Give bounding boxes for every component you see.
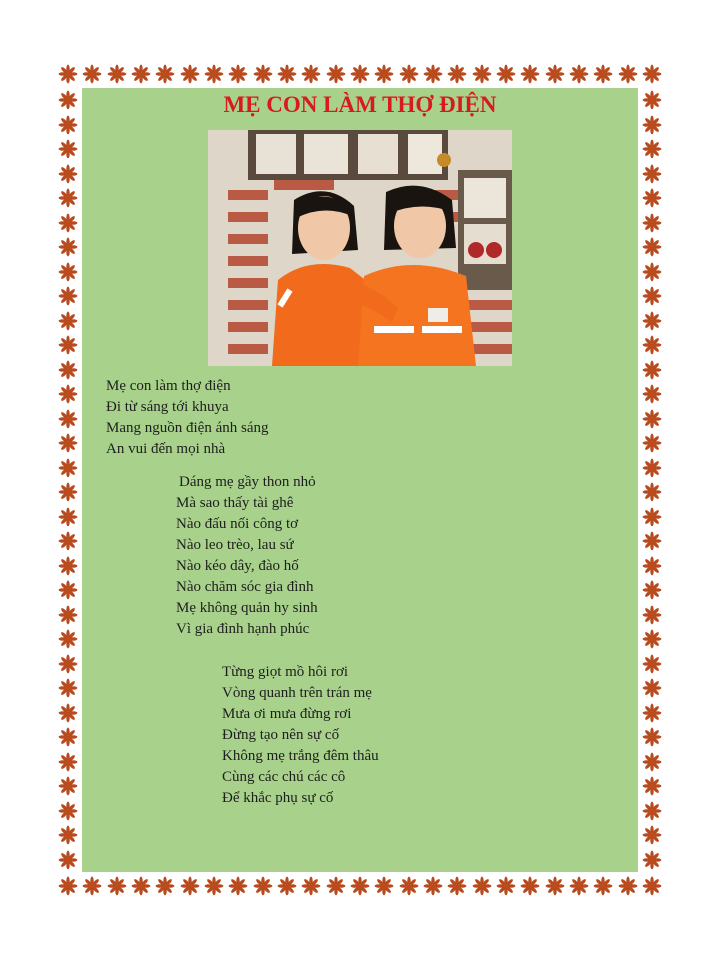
flower-ornament-icon: [348, 874, 372, 898]
flower-ornament-icon: [640, 652, 664, 676]
flower-ornament-icon: [129, 874, 153, 898]
poem-line: Cùng các chú các cô: [222, 769, 346, 785]
stanza-3: [222, 662, 379, 809]
flower-ornament-icon: [640, 88, 664, 112]
poem-line: Mưa ơi mưa đừng rơi: [222, 706, 352, 722]
flower-ornament-icon: [56, 162, 80, 186]
flower-ornament-icon: [640, 627, 664, 651]
flower-ornament-icon: [56, 260, 80, 284]
flower-ornament-icon: [56, 774, 80, 798]
flower-ornament-icon: [640, 211, 664, 235]
flower-ornament-icon: [56, 284, 80, 308]
flower-ornament-icon: [591, 874, 615, 898]
flower-ornament-icon: [56, 456, 80, 480]
flower-ornament-icon: [226, 62, 250, 86]
flower-ornament-icon: [251, 62, 275, 86]
decorative-border-top: [56, 62, 664, 86]
flower-ornament-icon: [640, 358, 664, 382]
decorative-border-bottom: [56, 874, 664, 898]
poem-line: Mẹ con làm thợ điện: [106, 378, 231, 394]
flower-ornament-icon: [56, 603, 80, 627]
flower-ornament-icon: [640, 578, 664, 602]
flower-ornament-icon: [640, 235, 664, 259]
flower-ornament-icon: [56, 333, 80, 357]
flower-ornament-icon: [640, 333, 664, 357]
flower-ornament-icon: [445, 62, 469, 86]
flower-ornament-icon: [372, 874, 396, 898]
flower-ornament-icon: [56, 725, 80, 749]
poem-title: MẸ CON LÀM THỢ ĐIỆN: [223, 92, 497, 117]
flower-ornament-icon: [153, 62, 177, 86]
flower-ornament-icon: [80, 62, 104, 86]
poem-line: Mẹ không quản hy sinh: [176, 600, 318, 616]
flower-ornament-icon: [640, 480, 664, 504]
flower-ornament-icon: [640, 725, 664, 749]
flower-ornament-icon: [299, 62, 323, 86]
flower-ornament-icon: [591, 62, 615, 86]
poem-line: Mà sao thấy tài ghê: [176, 495, 294, 511]
flower-ornament-icon: [56, 186, 80, 210]
poem-line: Nào chăm sóc gia đình: [176, 579, 314, 595]
flower-ornament-icon: [640, 774, 664, 798]
flower-ornament-icon: [640, 162, 664, 186]
flower-ornament-icon: [616, 874, 640, 898]
flower-ornament-icon: [372, 62, 396, 86]
flower-ornament-icon: [251, 874, 275, 898]
flower-ornament-icon: [640, 848, 664, 872]
flower-ornament-icon: [348, 62, 372, 86]
poem-line: Nào đấu nối công tơ: [176, 516, 299, 532]
flower-ornament-icon: [640, 676, 664, 700]
flower-ornament-icon: [56, 848, 80, 872]
flower-ornament-icon: [640, 284, 664, 308]
flower-ornament-icon: [202, 874, 226, 898]
flower-ornament-icon: [421, 62, 445, 86]
flower-ornament-icon: [445, 874, 469, 898]
flower-ornament-icon: [518, 62, 542, 86]
poem-line: Nào kéo dây, đào hố: [176, 558, 299, 574]
poem-line: Để khắc phụ sự cố: [222, 790, 334, 806]
flower-ornament-icon: [299, 874, 323, 898]
stanza-1: [106, 376, 268, 460]
flower-ornament-icon: [56, 480, 80, 504]
flower-ornament-icon: [616, 62, 640, 86]
flower-ornament-icon: [640, 701, 664, 725]
flower-ornament-icon: [178, 62, 202, 86]
flower-ornament-icon: [202, 62, 226, 86]
flower-ornament-icon: [178, 874, 202, 898]
poem-line: Không mẹ trắng đêm thâu: [222, 748, 379, 764]
flower-ornament-icon: [56, 529, 80, 553]
flower-ornament-icon: [640, 456, 664, 480]
stanza-2: [176, 472, 318, 640]
flower-ornament-icon: [56, 113, 80, 137]
flower-ornament-icon: [56, 750, 80, 774]
flower-ornament-icon: [324, 62, 348, 86]
flower-ornament-icon: [80, 874, 104, 898]
flower-ornament-icon: [421, 874, 445, 898]
flower-ornament-icon: [324, 874, 348, 898]
flower-ornament-icon: [275, 62, 299, 86]
flower-ornament-icon: [56, 554, 80, 578]
flower-ornament-icon: [470, 62, 494, 86]
flower-ornament-icon: [640, 750, 664, 774]
flower-ornament-icon: [56, 652, 80, 676]
flower-ornament-icon: [397, 62, 421, 86]
poem-line: Vì gia đình hạnh phúc: [176, 621, 310, 637]
flower-ornament-icon: [640, 603, 664, 627]
flower-ornament-icon: [56, 701, 80, 725]
flower-ornament-icon: [129, 62, 153, 86]
flower-ornament-icon: [543, 62, 567, 86]
flower-ornament-icon: [56, 431, 80, 455]
flower-ornament-icon: [640, 505, 664, 529]
flower-ornament-icon: [56, 309, 80, 333]
flower-ornament-icon: [105, 62, 129, 86]
flower-ornament-icon: [640, 407, 664, 431]
flower-ornament-icon: [494, 874, 518, 898]
flower-ornament-icon: [275, 874, 299, 898]
flower-ornament-icon: [56, 137, 80, 161]
poem-line: Nào leo trèo, lau sứ: [176, 537, 294, 553]
flower-ornament-icon: [470, 874, 494, 898]
flower-ornament-icon: [56, 578, 80, 602]
flower-ornament-icon: [640, 823, 664, 847]
decorative-border-left: [56, 88, 80, 872]
flower-ornament-icon: [640, 62, 664, 86]
flower-ornament-icon: [56, 823, 80, 847]
photo: [208, 130, 512, 366]
flower-ornament-icon: [153, 874, 177, 898]
flower-ornament-icon: [56, 505, 80, 529]
poem-line: Từng giọt mồ hôi rơi: [222, 664, 349, 680]
flower-ornament-icon: [640, 137, 664, 161]
poem-line: An vui đến mọi nhà: [106, 441, 226, 457]
flower-ornament-icon: [640, 260, 664, 284]
flower-ornament-icon: [640, 529, 664, 553]
flower-ornament-icon: [56, 874, 80, 898]
photo-two-girls-orange-uniforms: [208, 130, 512, 366]
flower-ornament-icon: [640, 554, 664, 578]
flower-ornament-icon: [56, 799, 80, 823]
poem-line: Dáng mẹ gầy thon nhỏ: [179, 474, 316, 490]
flower-ornament-icon: [640, 799, 664, 823]
poem-line: Mang nguồn điện ánh sáng: [106, 420, 269, 436]
flower-ornament-icon: [494, 62, 518, 86]
flower-ornament-icon: [56, 627, 80, 651]
flower-ornament-icon: [56, 235, 80, 259]
flower-ornament-icon: [56, 358, 80, 382]
poem-line: Đi từ sáng tới khuya: [106, 399, 229, 415]
flower-ornament-icon: [567, 874, 591, 898]
flower-ornament-icon: [640, 382, 664, 406]
decorative-border-right: [640, 88, 664, 872]
flower-ornament-icon: [518, 874, 542, 898]
flower-ornament-icon: [640, 874, 664, 898]
flower-ornament-icon: [56, 88, 80, 112]
flower-ornament-icon: [640, 431, 664, 455]
flower-ornament-icon: [226, 874, 250, 898]
flower-ornament-icon: [56, 62, 80, 86]
flower-ornament-icon: [56, 382, 80, 406]
flower-ornament-icon: [543, 874, 567, 898]
flower-ornament-icon: [56, 211, 80, 235]
flower-ornament-icon: [397, 874, 421, 898]
poem-line: Đừng tạo nên sự cố: [222, 727, 340, 743]
flower-ornament-icon: [567, 62, 591, 86]
poem-line: Vòng quanh trên trán mẹ: [222, 685, 372, 701]
flower-ornament-icon: [56, 676, 80, 700]
flower-ornament-icon: [105, 874, 129, 898]
flower-ornament-icon: [640, 186, 664, 210]
flower-ornament-icon: [640, 113, 664, 137]
flower-ornament-icon: [640, 309, 664, 333]
flower-ornament-icon: [56, 407, 80, 431]
